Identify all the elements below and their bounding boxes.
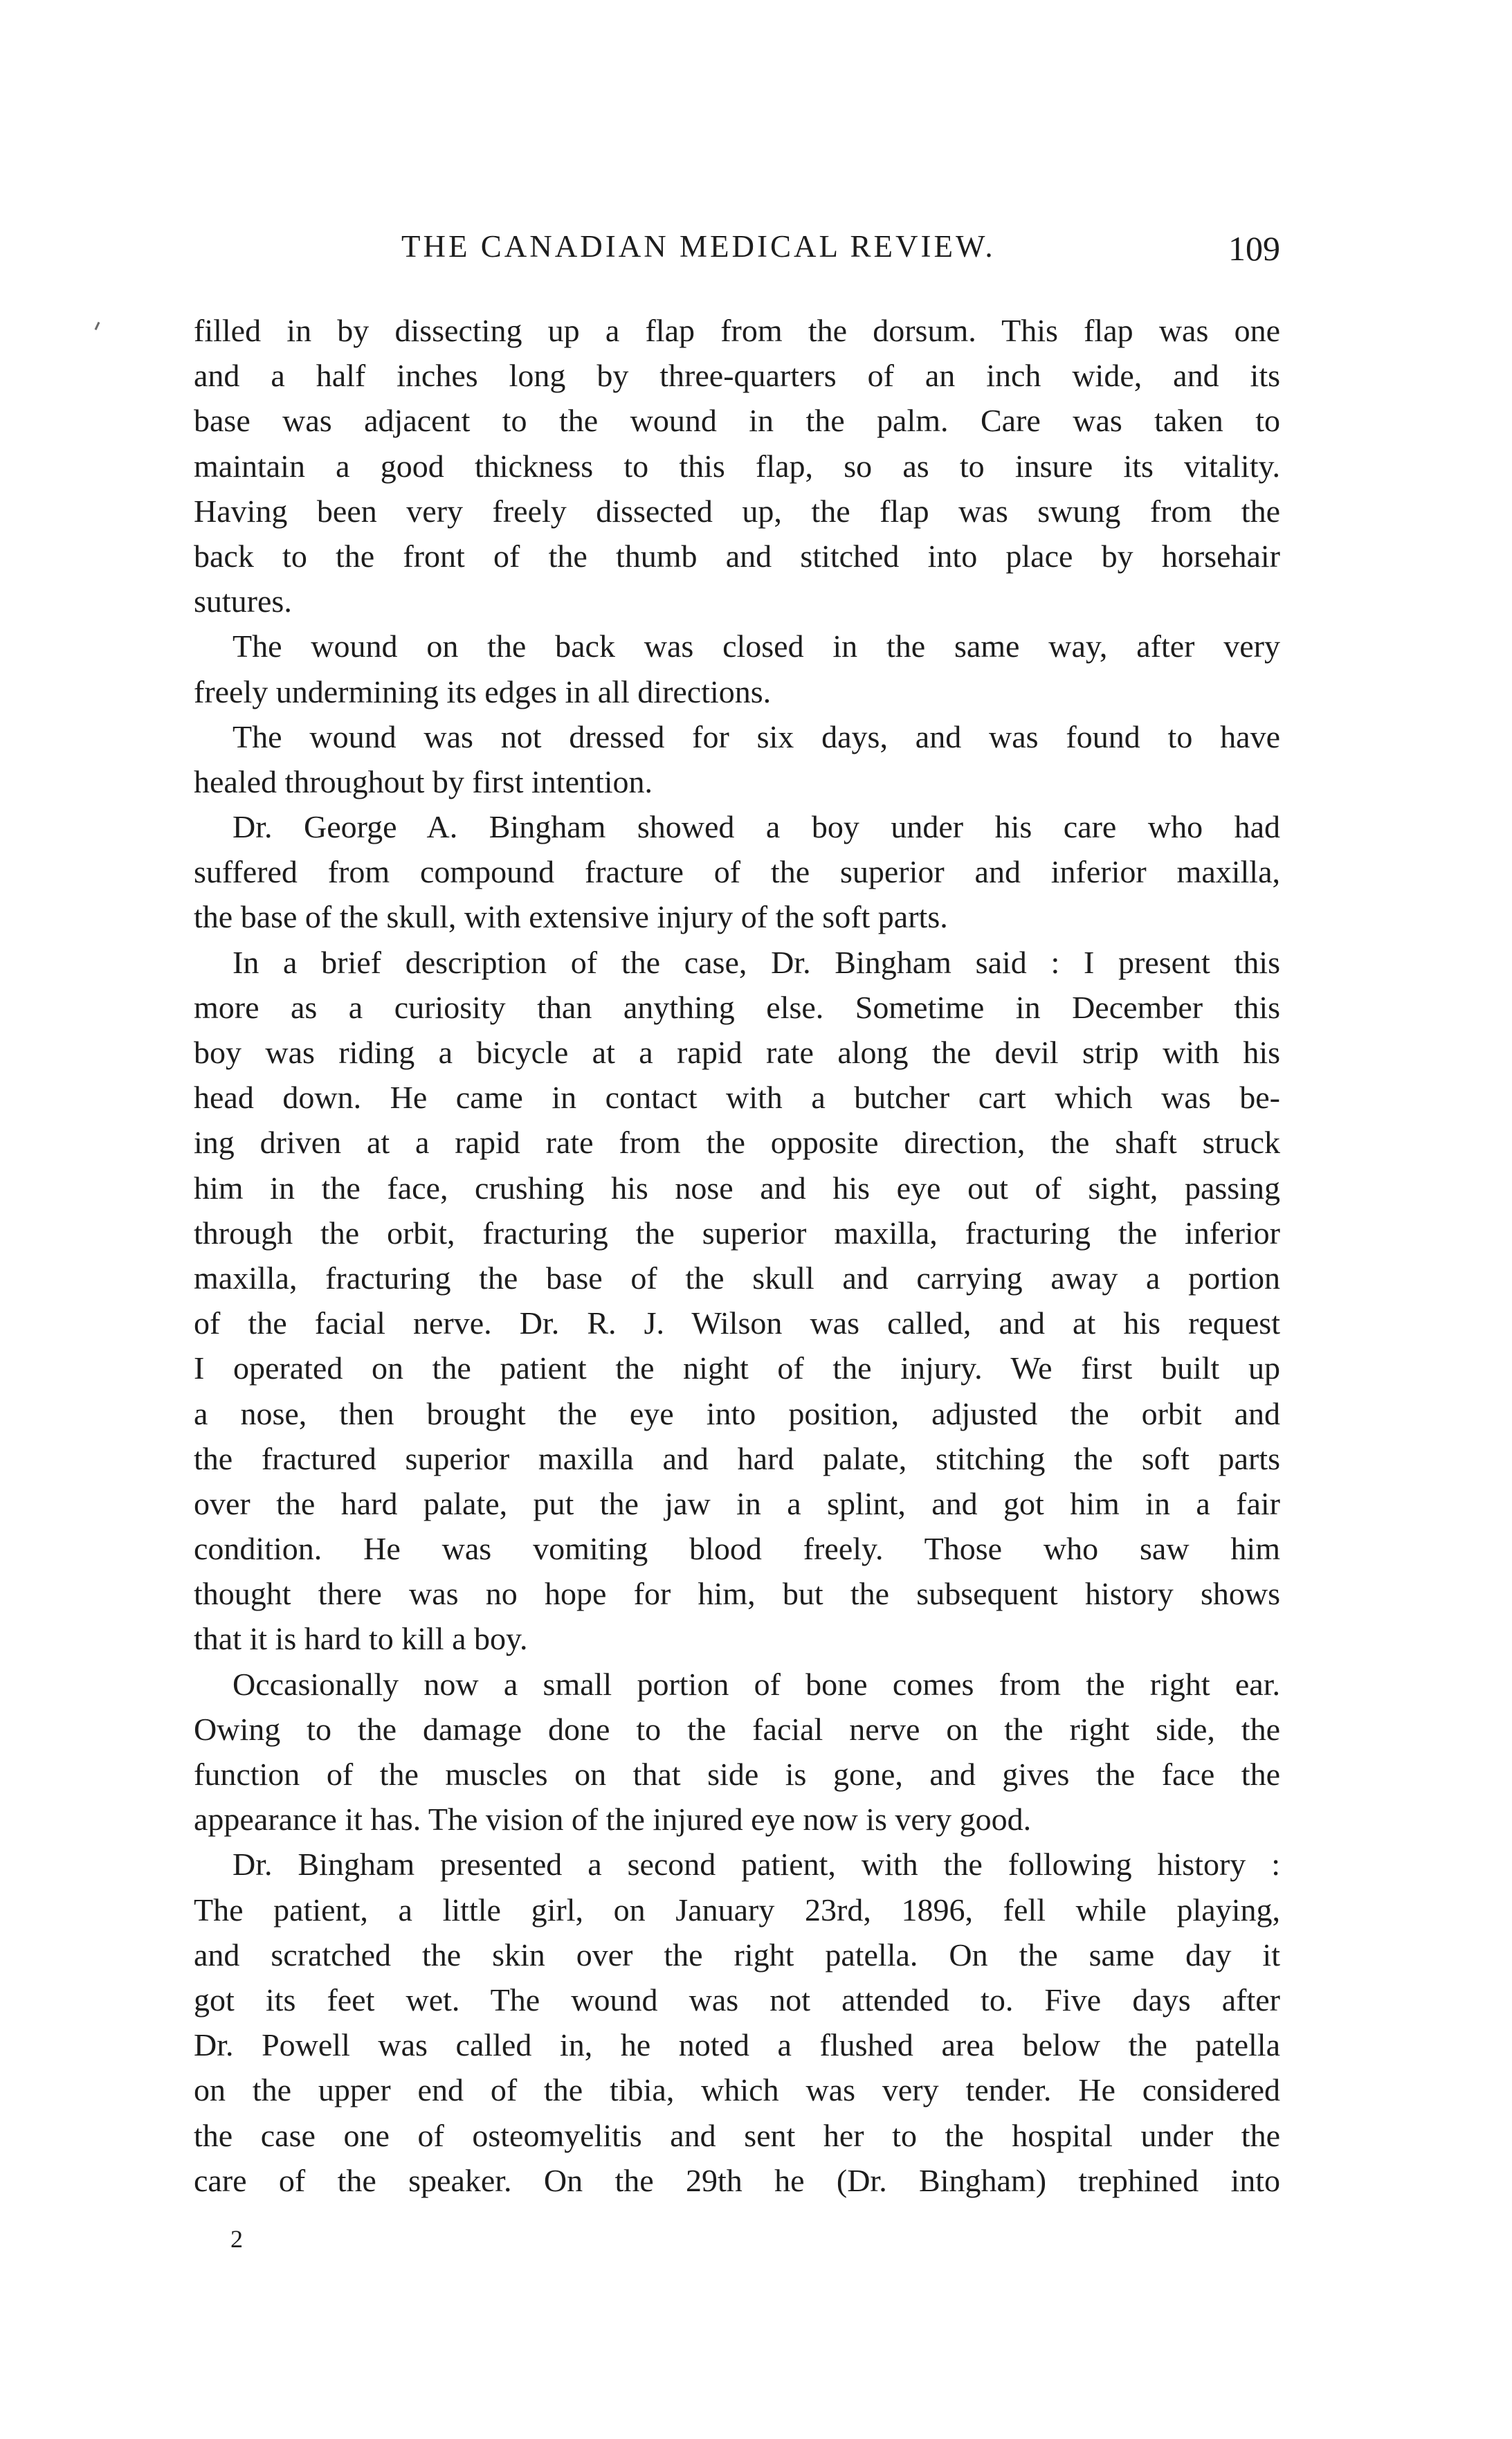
text-line: condition. He was vomiting blood freely. Those who saw him: [194, 1531, 1280, 1567]
text-line: healed throughout by first intention.: [194, 763, 653, 799]
page-number: 109: [1228, 229, 1280, 268]
text-line: Dr. George A. Bingham showed a boy under his care who had: [233, 809, 1280, 845]
text-line: In a brief description of the case, Dr. Bingham said : I present this: [233, 944, 1280, 980]
text-line: over the hard palate, put the jaw in a splint, and got him in a fair: [194, 1485, 1280, 1521]
text-line: The wound was not dressed for six days, and was found to have: [233, 718, 1280, 754]
body-text: [194, 308, 1280, 2203]
text-line: sutures.: [194, 583, 292, 619]
text-line: suffered from compound fracture of the superior and inferior maxilla,: [194, 854, 1280, 890]
journal-title: THE CANADIAN MEDICAL REVIEW.: [401, 229, 996, 264]
text-line: function of the muscles on that side is gone, and gives the face the: [194, 1757, 1280, 1792]
text-line: on the upper end of the tibia, which was very tender. He considered: [194, 2072, 1280, 2108]
text-line: a nose, then brought the eye into position, adjusted the orbit and: [194, 1395, 1280, 1431]
text-line: more as a curiosity than anything else. Sometime in December this: [194, 989, 1280, 1025]
text-line: the case one of osteomyelitis and sent her to the hospital under the: [194, 2117, 1280, 2153]
text-line: The wound on the back was closed in the same way, after very: [233, 628, 1280, 664]
text-line: Occasionally now a small portion of bone comes from the right ear.: [233, 1666, 1280, 1702]
running-head: [401, 228, 1280, 284]
text-line: the base of the skull, with extensive injury of the soft parts.: [194, 899, 948, 935]
text-line: him in the face, crushing his nose and his eye out of sight, passing: [194, 1170, 1280, 1206]
text-line: ing driven at a rapid rate from the opposite direction, the shaft struck: [194, 1125, 1280, 1161]
text-line: The patient, a little girl, on January 23rd, 1896, fell while playing,: [194, 1892, 1280, 1928]
text-line: appearance it has. The vision of the injured eye now is very good.: [194, 1802, 1032, 1838]
text-line: thought there was no hope for him, but the subsequent history shows: [194, 1576, 1280, 1612]
text-line: got its feet wet. The wound was not attended to. Five days after: [194, 1982, 1280, 2018]
text-line: Dr. Bingham presented a second patient, with the following history :: [233, 1847, 1280, 1883]
text-line: Dr. Powell was called in, he noted a flushed area below the patella: [194, 2027, 1280, 2063]
text-line: boy was riding a bicycle at a rapid rate along the devil strip with his: [194, 1035, 1280, 1070]
text-line: Having been very freely dissected up, the flap was swung from the: [194, 493, 1280, 529]
text-line: head down. He came in contact with a butcher cart which was be-: [194, 1080, 1280, 1116]
text-line: Owing to the damage done to the facial nerve on the right side, the: [194, 1711, 1280, 1747]
text-line: that it is hard to kill a boy.: [194, 1621, 528, 1657]
text-line: I operated on the patient the night of the injury. We first built up: [194, 1350, 1280, 1386]
text-line: maintain a good thickness to this flap, so as to insure its vitality.: [194, 448, 1280, 484]
text-line: and a half inches long by three-quarters of an inch wide, and its: [194, 358, 1280, 394]
text-line: of the facial nerve. Dr. R. J. Wilson was called, and at his request: [194, 1305, 1280, 1341]
text-line: back to the front of the thumb and stitched into place by horsehair: [194, 538, 1280, 574]
text-line: and scratched the skin over the right patella. On the same day it: [194, 1937, 1280, 1973]
text-line: maxilla, fracturing the base of the skull and carrying away a portion: [194, 1260, 1280, 1296]
text-line: freely undermining its edges in all directions.: [194, 673, 772, 709]
signature-mark: 2: [230, 2225, 243, 2253]
text-line: care of the speaker. On the 29th he (Dr. Bingham) trephined into: [194, 2162, 1280, 2198]
margin-mark: [95, 322, 100, 330]
text-line: filled in by dissecting up a flap from the dorsum. This flap was one: [194, 313, 1280, 348]
text-line: through the orbit, fracturing the superior maxilla, fracturing the inferior: [194, 1215, 1280, 1251]
text-line: base was adjacent to the wound in the palm. Care was taken to: [194, 403, 1280, 439]
text-line: the fractured superior maxilla and hard palate, stitching the soft parts: [194, 1440, 1280, 1476]
